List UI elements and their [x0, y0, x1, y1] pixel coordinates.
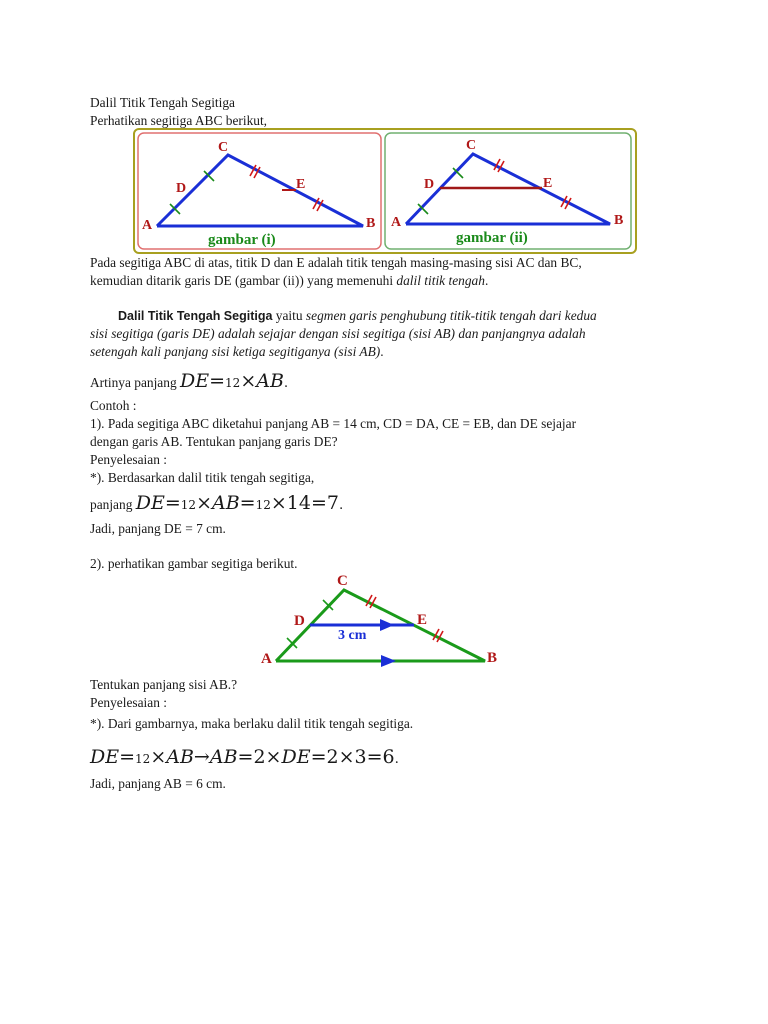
label-a-ii: A [391, 215, 402, 230]
example-1-line-1: 1). Pada segitiga ABC diketahui panjang AB = 14 cm, CD = DA, CE = EB, dan DE sejajar [90, 416, 577, 431]
caption-gambar-i: gambar (i) [208, 232, 276, 248]
example-2-penyelesaian: Penyelesaian : [90, 695, 167, 710]
label-e-i: E [296, 177, 306, 192]
theorem-line-1: Dalil Titik Tengah Segitiga yaitu segmen garis penghubung titik-titik tengah dari kedua [118, 308, 597, 323]
label-b-ii: B [614, 213, 624, 228]
parallel-arrow-ab [381, 655, 396, 667]
label-e-ex2: E [417, 612, 428, 628]
theorem-line-3: setengah kali panjang sisi ketiga segitiganya (sisi AB). [90, 344, 384, 359]
theorem-line-2: sisi segitiga (garis DE) adalah sejajar dengan sisi segitiga (sisi AB) dan panjangnya adalah [90, 326, 586, 341]
caption-gambar-ii: gambar (ii) [456, 230, 528, 246]
example-1-math: panjang DE=12×AB=12×14=7. [90, 492, 344, 514]
example-2-question: Tentukan panjang sisi AB.? [90, 677, 238, 692]
label-a-ex2: A [261, 651, 272, 667]
label-a-i: A [142, 218, 153, 233]
label-c-i: C [218, 140, 229, 155]
label-e-ii: E [543, 176, 553, 191]
example-1-answer: Jadi, panjang DE = 7 cm. [90, 521, 226, 536]
label-c-ii: C [466, 138, 477, 153]
paragraph-1-line-2: kemudian ditarik garis DE (gambar (ii)) yang memenuhi dalil titik tengah. [90, 273, 489, 288]
label-d-ii: D [424, 177, 435, 192]
page-title: Dalil Titik Tengah Segitiga [90, 95, 236, 110]
example-1-penyelesaian: Penyelesaian : [90, 452, 167, 467]
label-c-ex2: C [337, 573, 348, 589]
contoh-label: Contoh : [90, 398, 137, 413]
de-length-label: 3 cm [338, 628, 367, 643]
example-2-step: *). Dari gambarnya, maka berlaku dalil titik tengah segitiga. [90, 716, 414, 731]
paragraph-1-line-1: Pada segitiga ABC di atas, titik D dan E adalah titik tengah masing-masing sisi AC dan BC, [90, 255, 582, 270]
label-d-ex2: D [294, 613, 305, 629]
label-b-ex2: B [487, 650, 498, 666]
example-1-step: *). Berdasarkan dalil titik tengah segitiga, [90, 470, 315, 485]
artinya-line: Artinya panjang DE=12×AB. [90, 370, 289, 392]
label-d-i: D [176, 181, 187, 196]
example-1-line-2: dengan garis AB. Tentukan panjang garis DE? [90, 434, 338, 449]
example-2-math: DE=12×AB→AB=2×DE=2×3=6. [90, 746, 399, 768]
example-2-line-1: 2). perhatikan gambar segitiga berikut. [90, 556, 298, 571]
label-b-i: B [366, 216, 376, 231]
intro-text: Perhatikan segitiga ABC berikut, [90, 113, 268, 128]
parallel-arrow-de [380, 619, 394, 631]
example-2-answer: Jadi, panjang AB = 6 cm. [90, 776, 226, 791]
